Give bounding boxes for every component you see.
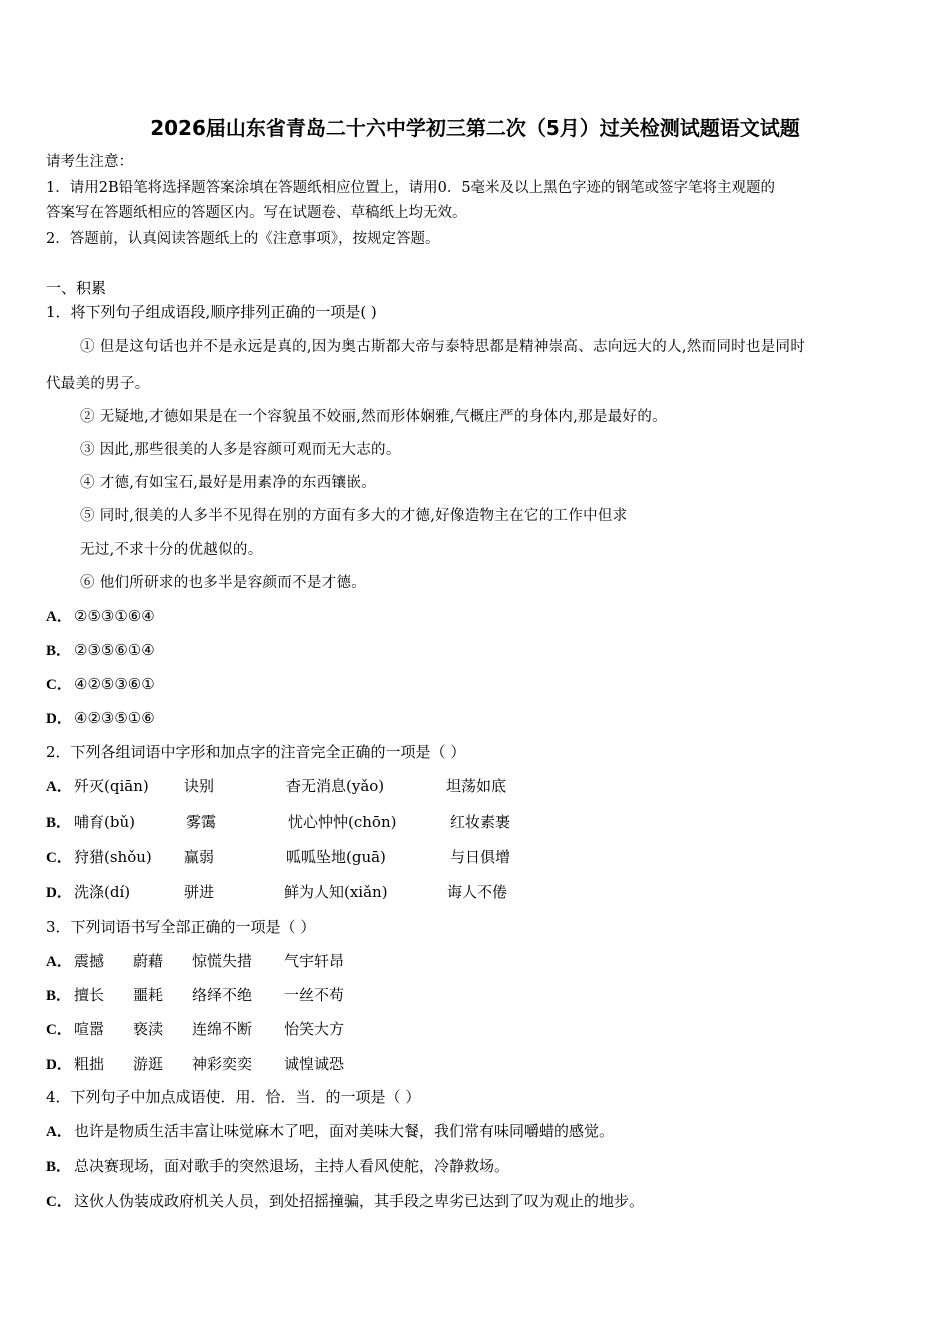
- option-word: 游逛: [133, 1055, 164, 1073]
- option-word: 歼灭(qiān): [74, 777, 149, 795]
- option-word: 粗拙: [74, 1055, 105, 1073]
- option-label: A．: [46, 779, 72, 795]
- option-word: 杳无消息(yǎo): [286, 777, 385, 795]
- option-word: 噩耗: [133, 986, 164, 1004]
- option-word: 诲人不倦: [447, 883, 508, 901]
- option-text: 也许是物质生活丰富让味觉麻木了吧，面对美味大餐，我们常有味同嚼蜡的感觉。: [74, 1122, 615, 1140]
- option-label: C．: [46, 1022, 72, 1038]
- option-label: B．: [46, 815, 72, 831]
- notice-line-1-cont: 答案写在答题纸相应的答题区内。写在试题卷、草稿纸上均无效。: [46, 205, 467, 221]
- option-word: 哺育(bǔ): [74, 813, 135, 831]
- option-label: B．: [46, 643, 72, 659]
- notice-line-2: 2．答题前，认真阅读答题纸上的《注意事项》，按规定答题。: [46, 231, 440, 247]
- option-word: 一丝不苟: [284, 986, 345, 1004]
- option-text: ②③⑤⑥①④: [74, 641, 155, 659]
- option-text: ④②⑤③⑥①: [74, 675, 155, 693]
- option-label: C．: [46, 850, 72, 866]
- q3-option-b[interactable]: [46, 984, 344, 1005]
- option-word: 喧嚣: [74, 1020, 105, 1038]
- question-3-stem: 3．下列词语书写全部正确的一项是（ ）: [46, 918, 316, 936]
- q1-sentence: 无过,不求十分的优越似的。: [80, 542, 263, 558]
- option-word: 呱呱坠地(guā): [286, 848, 386, 866]
- section-heading: 一、积累: [46, 279, 107, 297]
- option-label: C．: [46, 1194, 72, 1210]
- option-word: 与日俱增: [450, 848, 511, 866]
- q2-option-b[interactable]: [46, 811, 510, 832]
- option-label: A．: [46, 954, 72, 970]
- q2-option-c[interactable]: [46, 846, 510, 867]
- q1-option-a[interactable]: [46, 605, 155, 626]
- option-word: 赢弱: [184, 848, 215, 866]
- question-4-stem: 4．下列句子中加点成语使．用．恰．当．的一项是（ ）: [46, 1088, 421, 1106]
- q1-sentence: ② 无疑地,才德如果是在一个容貌虽不姣丽,然而形体娴雅,气概庄严的身体内,那是最好的。: [80, 409, 667, 425]
- q4-option-c[interactable]: [46, 1190, 644, 1211]
- question-1-stem: 1．将下列句子组成语段,顺序排列正确的一项是( ): [46, 303, 377, 321]
- option-text: ②⑤③①⑥④: [74, 607, 155, 625]
- q1-sentence: 代最美的男子。: [46, 376, 150, 392]
- q1-option-b[interactable]: [46, 639, 155, 660]
- option-text: ④②③⑤①⑥: [74, 709, 155, 727]
- option-word: 震撼: [74, 952, 105, 970]
- option-text: 这伙人伪装成政府机关人员，到处招摇撞骗，其手段之卑劣已达到了叹为观止的地步。: [74, 1192, 645, 1210]
- q1-sentence: ⑤ 同时,很美的人多半不见得在别的方面有多大的才德,好像造物主在它的工作中但求: [80, 508, 628, 524]
- q1-option-d[interactable]: [46, 707, 155, 728]
- option-word: 怡笑大方: [284, 1020, 345, 1038]
- option-label: B．: [46, 988, 72, 1004]
- q1-sentence: ① 但是这句话也并不是永远是真的,因为奥古斯都大帝与泰特思都是精神崇高、志向远大的人,然而同时也是同时: [80, 339, 806, 355]
- option-label: D．: [46, 1057, 72, 1073]
- option-word: 坦荡如底: [446, 777, 507, 795]
- notice-line-1: 1．请用2B铅笔将选择题答案涂填在答题纸相应位置上，请用0．5毫米及以上黑色字迹的钢笔或签字笔将主观题的: [46, 180, 776, 196]
- option-word: 擅长: [74, 986, 105, 1004]
- q4-option-a[interactable]: [46, 1120, 614, 1141]
- q2-option-d[interactable]: [46, 881, 507, 902]
- option-word: 气宇轩昂: [284, 952, 345, 970]
- option-word: 络绎不绝: [192, 986, 253, 1004]
- option-label: A．: [46, 609, 72, 625]
- q1-sentence: ③ 因此,那些很美的人多是容颜可观而无大志的。: [80, 442, 401, 458]
- option-word: 神彩奕奕: [192, 1055, 253, 1073]
- option-word: 忧心忡忡(chōn): [288, 813, 397, 831]
- q3-option-c[interactable]: [46, 1018, 344, 1039]
- option-word: 鲜为人知(xiǎn): [284, 883, 388, 901]
- option-word: 雾霭: [186, 813, 217, 831]
- option-word: 亵渎: [133, 1020, 164, 1038]
- option-word: 狩猎(shǒu): [74, 848, 152, 866]
- q2-option-a[interactable]: [46, 775, 506, 796]
- option-label: C．: [46, 677, 72, 693]
- option-word: 洗涤(dí): [74, 883, 131, 901]
- option-word: 惊慌失措: [192, 952, 253, 970]
- question-2-stem: 2．下列各组词语中字形和加点字的注音完全正确的一项是（ ）: [46, 743, 466, 761]
- option-word: 骈进: [184, 883, 215, 901]
- option-word: 诚惶诚恐: [284, 1055, 345, 1073]
- q4-option-b[interactable]: [46, 1155, 509, 1176]
- notice-heading: 请考生注意：: [46, 154, 133, 170]
- q3-option-d[interactable]: [46, 1053, 344, 1074]
- option-word: 蔚藉: [133, 952, 164, 970]
- page-title: 2026届山东省青岛二十六中学初三第二次（5月）过关检测试题语文试题: [150, 116, 800, 140]
- option-label: A．: [46, 1124, 72, 1140]
- option-text: 总决赛现场，面对歌手的突然退场，主持人看风使舵，冷静救场。: [74, 1157, 510, 1175]
- option-word: 红妆素裹: [450, 813, 511, 831]
- q3-option-a[interactable]: [46, 950, 344, 971]
- option-word: 连绵不断: [192, 1020, 253, 1038]
- q1-option-c[interactable]: [46, 673, 155, 694]
- option-label: D．: [46, 711, 72, 727]
- q1-sentence: ⑥ 他们所研求的也多半是容颜而不是才德。: [80, 575, 367, 591]
- option-word: 诀别: [184, 777, 215, 795]
- option-label: B．: [46, 1159, 72, 1175]
- q1-sentence: ④ 才德,有如宝石,最好是用素净的东西镶嵌。: [80, 475, 376, 491]
- option-label: D．: [46, 885, 72, 901]
